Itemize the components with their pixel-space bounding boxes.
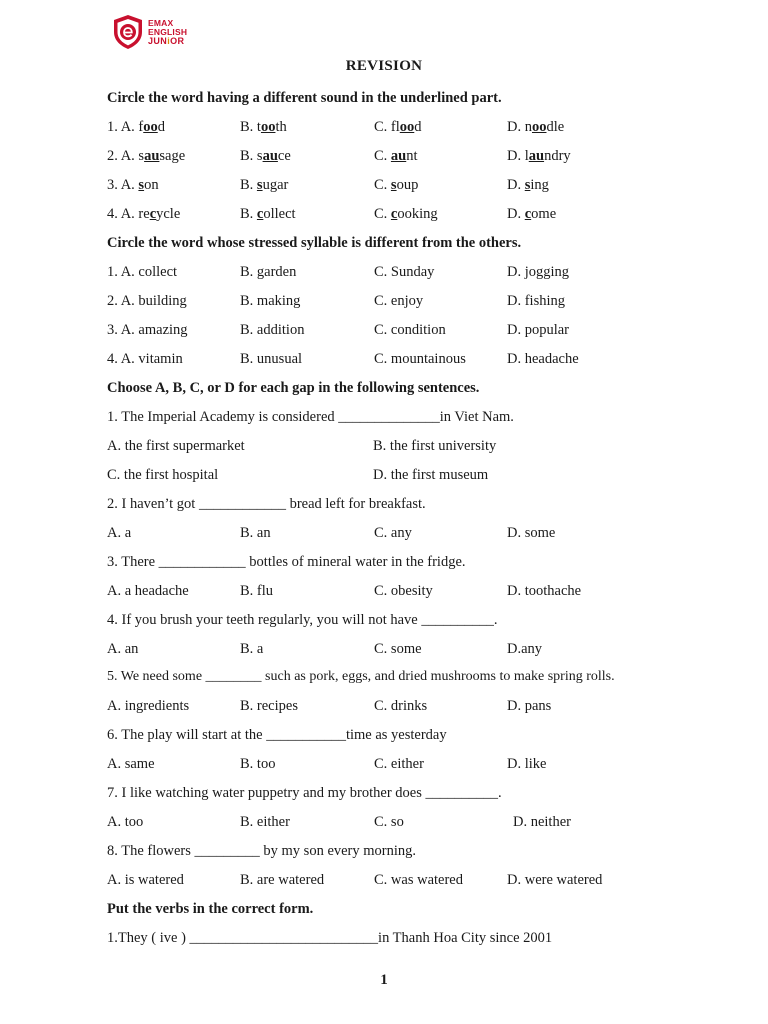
question-text: 4. If you brush your teeth regularly, you will not have __________.: [107, 612, 498, 628]
answer-row: [107, 753, 647, 775]
shield-logo-icon: [112, 14, 144, 50]
option: B. making: [240, 293, 301, 309]
answer-row: [107, 464, 653, 486]
section-heading-stress: Circle the word whose stressed syllable is different from the others.: [107, 235, 522, 251]
option: B. either: [240, 814, 290, 830]
sound-question-row: [107, 116, 647, 138]
option: B. an: [240, 525, 271, 541]
stress-question-row: [107, 261, 647, 283]
option: C. soup: [374, 177, 419, 193]
option: C. was watered: [374, 872, 463, 888]
option: B. sauce: [240, 148, 291, 164]
option: C. some: [374, 641, 422, 657]
option: A. the first supermarket: [107, 438, 245, 454]
answer-row: [107, 522, 647, 544]
option: D. toothache: [507, 583, 582, 599]
option: 4. A. recycle: [107, 206, 181, 222]
option: A. an: [107, 641, 139, 657]
option: B. collect: [240, 206, 296, 222]
question-text: 6. The play will start at the ___________time as yesterday: [107, 727, 447, 743]
page-title: REVISION: [345, 58, 423, 74]
question-text: 3. There ____________ bottles of mineral water in the fridge.: [107, 554, 466, 570]
option: 1. A. collect: [107, 264, 178, 280]
option: A. is watered: [107, 872, 184, 888]
option: C. condition: [374, 322, 446, 338]
question-text: 5. We need some ________ such as pork, eggs, and dried mushrooms to make spring rolls.: [107, 669, 615, 684]
option: C. any: [374, 525, 412, 541]
option: A. too: [107, 814, 144, 830]
question-text: 1.They ( ive ) __________________________in Thanh Hoa City since 2001: [107, 930, 553, 946]
brand-logo: [112, 14, 187, 50]
option: C. cooking: [374, 206, 438, 222]
option: B. tooth: [240, 119, 287, 135]
answer-row: [107, 811, 653, 833]
option: D. noodle: [507, 119, 565, 135]
answer-row: [107, 638, 647, 660]
option: A. a: [107, 525, 132, 541]
option: B. are watered: [240, 872, 325, 888]
logo-line-emax: EMAX: [148, 17, 174, 28]
logo-line-junior: JUNiOR: [148, 35, 185, 46]
option: 4. A. vitamin: [107, 351, 183, 367]
sound-question-row: [107, 203, 647, 225]
option: C. Sunday: [374, 264, 435, 280]
option: 2. A. building: [107, 293, 187, 309]
option: D. the first museum: [373, 467, 489, 483]
option: A. a headache: [107, 583, 189, 599]
stress-question-row: [107, 348, 647, 370]
option: C. aunt: [374, 148, 418, 164]
option: C. mountainous: [374, 351, 466, 367]
option: D. jogging: [507, 264, 570, 280]
option: B. the first university: [373, 438, 497, 454]
option: 3. A. son: [107, 177, 159, 193]
option: 1. A. food: [107, 119, 165, 135]
option: 2. A. sausage: [107, 148, 186, 164]
option: D. popular: [507, 322, 570, 338]
answer-row: [107, 580, 647, 602]
option: C. obesity: [374, 583, 433, 599]
stress-question-row: [107, 319, 647, 341]
option: D. some: [507, 525, 556, 541]
logo-line-english: ENGLISH: [148, 26, 188, 37]
sound-question-row: [107, 145, 647, 167]
option: B. a: [240, 641, 264, 657]
option: B. too: [240, 756, 276, 772]
stress-question-row: [107, 290, 647, 312]
answer-row: [107, 435, 653, 457]
option: C. enjoy: [374, 293, 424, 309]
option: C. the first hospital: [107, 467, 219, 483]
option: D. pans: [507, 698, 552, 714]
option: D. fishing: [507, 293, 565, 309]
option: B. unusual: [240, 351, 303, 367]
option: D. headache: [507, 351, 579, 367]
option: B. garden: [240, 264, 297, 280]
option: D. sing: [507, 177, 549, 193]
section-heading-verb-forms: Put the verbs in the correct form.: [107, 901, 314, 917]
option: D. laundry: [507, 148, 571, 164]
question-text: 2. I haven’t got ____________ bread left for breakfast.: [107, 496, 426, 512]
option: B. recipes: [240, 698, 298, 714]
option: B. sugar: [240, 177, 289, 193]
answer-row: [107, 695, 647, 717]
question-text: 7. I like watching water puppetry and my brother does __________.: [107, 785, 502, 801]
option: A. ingredients: [107, 698, 190, 714]
option: D. neither: [513, 814, 571, 830]
section-heading-multiple-choice: Choose A, B, C, or D for each gap in the following sentences.: [107, 380, 480, 396]
option: C. flood: [374, 119, 422, 135]
answer-row: [107, 869, 647, 891]
question-text: 8. The flowers _________ by my son every morning.: [107, 843, 417, 859]
section-heading-sound: Circle the word having a different sound in the underlined part.: [107, 90, 502, 106]
option: B. flu: [240, 583, 274, 599]
option: C. either: [374, 756, 424, 772]
option: D. come: [507, 206, 557, 222]
sound-question-row: [107, 174, 647, 196]
option: D. like: [507, 756, 547, 772]
option: D.any: [507, 641, 543, 657]
option: D. were watered: [507, 872, 603, 888]
page-number: 1: [380, 972, 388, 988]
option: C. drinks: [374, 698, 428, 714]
option: A. same: [107, 756, 155, 772]
option: B. addition: [240, 322, 305, 338]
option: 3. A. amazing: [107, 322, 188, 338]
option: C. so: [374, 814, 404, 830]
question-text: 1. The Imperial Academy is considered ______________in Viet Nam.: [107, 409, 514, 425]
